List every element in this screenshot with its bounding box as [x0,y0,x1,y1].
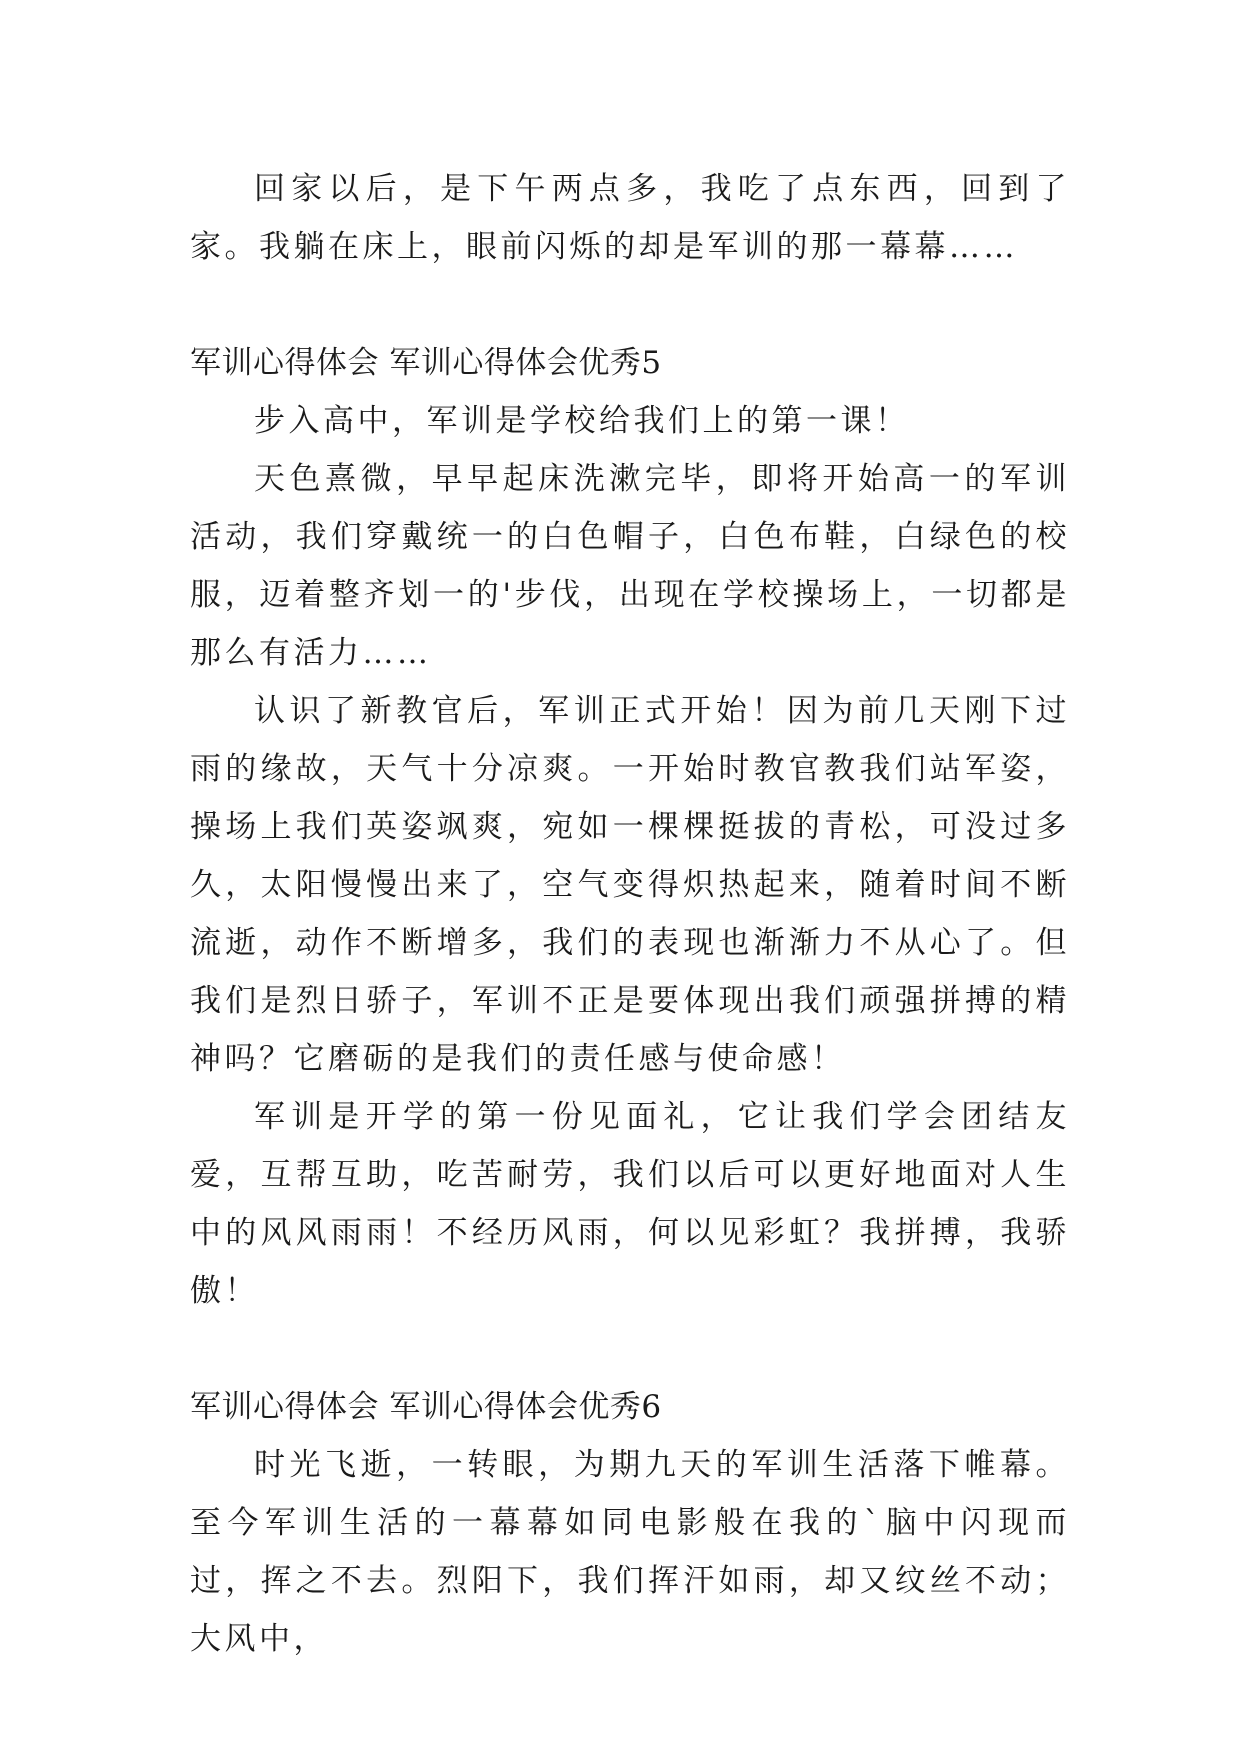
section-heading: 军训心得体会 军训心得体会优秀5 [190,345,662,381]
paragraph: 回家以后，是下午两点多，我吃了点东西，回到了家。我躺在床上，眼前闪烁的却是军训的那一幕幕…… [190,171,1070,265]
section-spacer [190,276,1070,334]
paragraph: 军训是开学的第一份见面礼，它让我们学会团结友爱，互帮互助，吃苦耐劳，我们以后可以更好地面对人生中的风风雨雨！不经历风雨，何以见彩虹？我拼搏，我骄傲！ [190,1099,1070,1309]
paragraph: 步入高中，军训是学校给我们上的第一课！ [254,403,910,439]
section-5 [190,334,1070,1320]
section-spacer [190,1320,1070,1378]
section-heading: 军训心得体会 军训心得体会优秀6 [190,1389,662,1425]
paragraph: 认识了新教官后，军训正式开始！因为前几天刚下过雨的缘故，天气十分凉爽。一开始时教官教我们站军姿，操场上我们英姿飒爽，宛如一棵棵挺拔的青松，可没过多久，太阳慢慢出来了，空气变得炽热起来，随着时间不断流逝，动作不断增多，我们的表现也渐渐力不从心了。但我们是烈日骄子，军训不正是要体现出我们顽强拼搏的精神吗？它磨砺的是我们的责任感与使命感！ [190,693,1070,1077]
paragraph: 天色熹微，早早起床洗漱完毕，即将开始高一的军训活动，我们穿戴统一的白色帽子，白色布鞋，白绿色的校服，迈着整齐划一的'步伐，出现在学校操场上，一切都是那么有活力…… [190,461,1070,671]
document-body [190,160,1070,1668]
paragraph: 时光飞逝，一转眼，为期九天的军训生活落下帷幕。至今军训生活的一幕幕如同电影般在我的`脑中闪现而过，挥之不去。烈阳下，我们挥汗如雨，却又纹丝不动；大风中， [190,1447,1070,1657]
section-6 [190,1378,1070,1668]
